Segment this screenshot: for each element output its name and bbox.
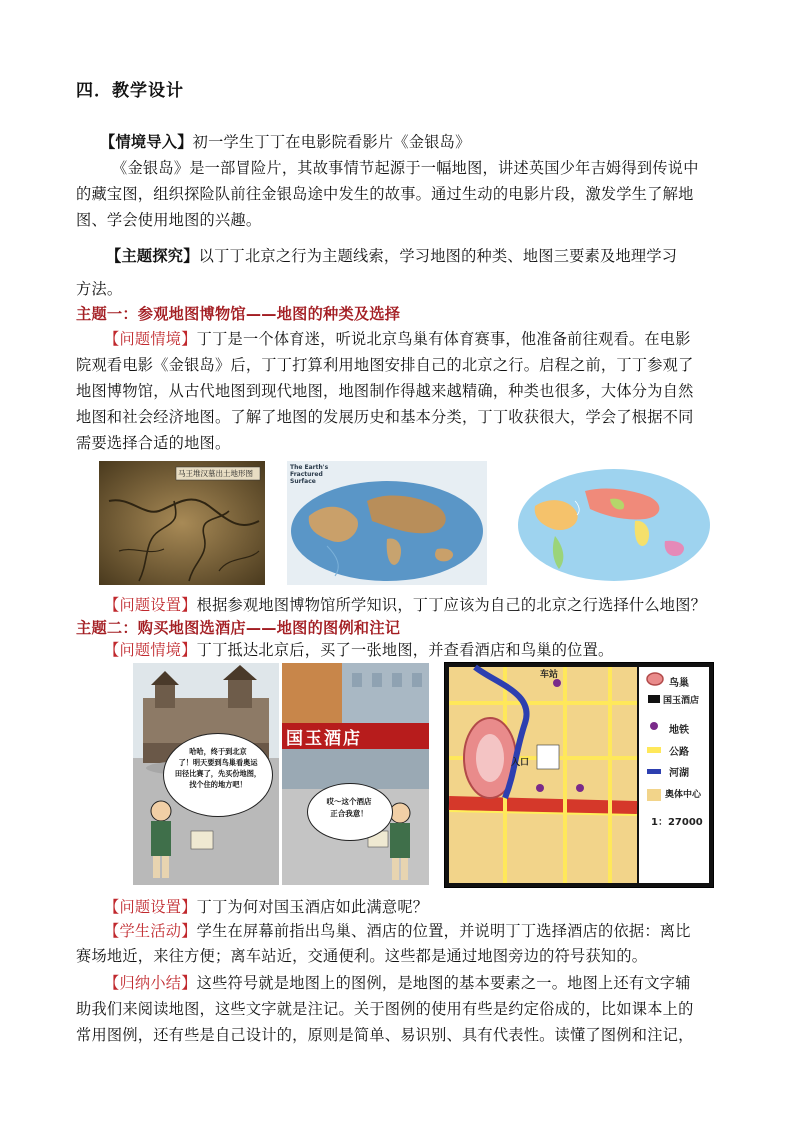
hotel-sign: 国玉酒店	[286, 729, 362, 749]
topic1-scenario-line-2: 院观看电影《金银岛》后，丁丁打算利用地图安排自己的北京之行。启程之前，丁丁参观了	[76, 356, 694, 374]
bubble1-line-3: 田径比赛了，先买份地图，	[174, 769, 262, 778]
theme-tag: 【主题探究】	[106, 247, 199, 265]
comic-panel-hotel	[282, 663, 429, 885]
ancient-map-image	[99, 461, 265, 585]
topic1-scenario-tag: 【问题情境】	[104, 330, 197, 348]
political-world-map-image	[515, 461, 713, 585]
topic2-summary-line-1	[104, 970, 754, 996]
topic2-scenario-text: 丁丁抵达北京后，买了一张地图，并查看酒店和鸟巢的位置。	[196, 641, 614, 659]
fractured-title-line-3: Surface	[290, 478, 316, 485]
fractured-surface-title	[290, 464, 328, 485]
intro-para-line-1: 《金银岛》是一部冒险片，其故事情节起源于一幅地图，讲述英国少年吉姆得到传说中	[112, 159, 699, 177]
topic2-summary-line-3: 常用图例，还有些是自己设计的，原则是简单、易识别、具有代表性。读懂了图例和注记，	[76, 1026, 694, 1044]
political-map-drawing	[515, 461, 713, 585]
theme-text: 以丁丁北京之行为主题线索，学习地图的种类、地图三要素及地理学习	[198, 247, 678, 265]
topic2-title: 主题二：购买地图选酒店——地图的图例和注记	[76, 619, 401, 637]
legend-road: 公路	[669, 747, 689, 758]
topic2-summary-text: 这些符号就是地图上的图例，是地图的基本要素之一。地图上还有文字辅	[196, 974, 691, 992]
legend-olympic-center: 奥体中心	[665, 790, 702, 800]
intro-tag: 【情境导入】	[100, 133, 193, 151]
intro-text: 初一学生丁丁在电影院看影片《金银岛》	[192, 133, 471, 151]
ancient-map-label: 马王堆汉墓出土地形图	[178, 469, 253, 478]
theme-line-1	[106, 243, 756, 269]
map-station-label: 车站	[540, 670, 559, 680]
topic2-summary-line-2: 助我们来阅读地图，这些文字就是注记。关于图例的使用有些是约定俗成的，比如课本上的	[76, 1000, 694, 1018]
topic2-summary-tag: 【归纳小结】	[104, 974, 197, 992]
legend-river-lake: 河湖	[669, 768, 689, 779]
topic1-scenario-text: 丁丁是一个体育迷，听说北京鸟巢有体育赛事，他准备前往观看。在电影	[196, 330, 691, 348]
bubble1-line-4: 找个住的地方吧！	[189, 780, 247, 789]
topic1-scenario-line-5: 需要选择合适的地图。	[76, 434, 231, 452]
bubble1-line-1: 哈哈，终于到北京	[189, 747, 247, 756]
topic2-question-text: 丁丁为何对国玉酒店如此满意呢？	[196, 898, 429, 916]
topic2-activity-line-1	[104, 918, 754, 944]
section-title: 四．教学设计	[76, 81, 184, 101]
speech-bubble-arrival-text	[169, 746, 267, 790]
intro-para-line-2: 的藏宝图，组织探险队前往金银岛途中发生的故事。通过生动的电影片段，激发学生了解地	[76, 185, 694, 203]
intro-line	[100, 129, 750, 155]
map-entrance-label: 入口	[511, 758, 530, 768]
topic1-scenario-line-4: 地图和社会经济地图。了解了地图的发展历史和基本分类，丁丁收获很大，学会了根据不同	[76, 408, 694, 426]
topic2-activity-tag: 【学生活动】	[104, 922, 197, 940]
map-scale: 1：27000	[651, 817, 703, 828]
topic2-question-tag: 【问题设置】	[104, 898, 197, 916]
topic2-scenario-tag: 【问题情境】	[104, 641, 197, 659]
legend-hotel: 国玉酒店	[663, 696, 700, 706]
topic1-scenario-line-1	[104, 326, 754, 352]
legend-subway: 地铁	[669, 725, 689, 736]
fractured-title-line-2: Fractured	[290, 471, 323, 478]
speech-bubble-hotel-text	[312, 796, 386, 820]
intro-para-line-3: 图、学会使用地图的兴趣。	[76, 211, 262, 229]
topic1-question-text: 根据参观地图博物馆所学知识，丁丁应该为自己的北京之行选择什么地图？	[196, 596, 707, 614]
topic2-scenario-line	[104, 637, 754, 663]
topic1-title: 主题一：参观地图博物馆——地图的种类及选择	[76, 305, 401, 323]
bubble2-line-2: 正合我意！	[330, 809, 368, 818]
topic1-scenario-line-3: 地图博物馆，从古代地图到现代地图，地图制作得越来越精确，种类也很多，大体分为自然	[76, 382, 694, 400]
fractured-surface-map-image	[287, 461, 487, 585]
ancient-map-drawing	[99, 461, 265, 585]
comic-hotel-drawing	[282, 663, 429, 885]
comic-panel-arrival	[133, 663, 279, 885]
legend-bird-nest: 鸟巢	[669, 678, 689, 689]
topic2-activity-text: 学生在屏幕前指出鸟巢、酒店的位置，并说明丁丁选择酒店的依据：离比	[196, 922, 691, 940]
fractured-title-line-1: The Earth's	[290, 464, 329, 471]
bubble1-line-2: 了！明天要到鸟巢看奥运	[178, 758, 258, 767]
bubble2-line-1: 哎～这个酒店	[326, 797, 372, 806]
theme-line-2: 方法。	[76, 280, 123, 298]
beijing-area-map	[444, 662, 714, 888]
topic2-question-line	[104, 894, 754, 920]
topic2-activity-line-2: 赛场地近，来往方便；离车站近，交通便利。这些都是通过地图旁边的符号获知的。	[76, 947, 648, 965]
topic1-question-tag: 【问题设置】	[104, 596, 197, 614]
